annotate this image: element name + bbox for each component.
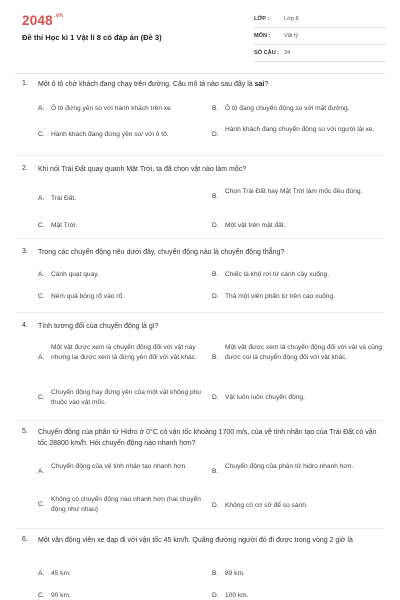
question-divider	[15, 238, 385, 239]
option-letter: C.	[38, 501, 45, 508]
option-text: Chuyển động của vệ tinh nhân tạo nhanh hơn.	[51, 463, 187, 470]
option-letter: A.	[38, 468, 45, 475]
question-number: 1.	[22, 80, 28, 87]
question-text-part: Một ô tô chở khách đang chạy trên đường. Câu mô tả nào sau đây là	[38, 81, 255, 88]
question-text-part: ?	[264, 81, 269, 88]
option-letter: C.	[38, 394, 45, 401]
question-number: 6.	[22, 536, 28, 543]
option-text: Mặt Trời.	[51, 222, 78, 229]
option-text: Một vật được xem là chuyển động đối với vật và cũng được coi là chuyển động đối với vật khác.	[225, 344, 383, 361]
option-letter: A.	[38, 271, 45, 278]
question-number: 4.	[22, 322, 28, 329]
option-text: Không có chuyển động nào nhanh hơn (hai chuyển động như nhau)	[51, 496, 201, 513]
option-letter: B.	[212, 354, 219, 361]
meta-value: Lớp 8	[284, 16, 299, 22]
option-letter: C.	[38, 222, 45, 229]
meta-label: MÔN :	[254, 33, 271, 39]
option-letter: C.	[38, 592, 45, 599]
header-divider	[15, 73, 385, 74]
option-letter: D.	[212, 394, 219, 401]
option-letter: D.	[212, 502, 219, 509]
option-text: Chiếc lá khô rơi từ cành cây xuống.	[225, 271, 330, 278]
option-letter: A.	[38, 354, 45, 361]
question-number: 5.	[22, 428, 28, 435]
question-number: 3.	[22, 248, 28, 255]
option-text: Chuyển động hay đứng yên của một vật không phụ thuộc vào vật mốc.	[51, 389, 201, 406]
option-text: Ô tô đứng yên so với hành khách trên xe	[51, 105, 171, 112]
question-number: 2.	[22, 165, 28, 172]
option-text: 89 km.	[225, 570, 245, 577]
option-text: Chọn Trái Đất hay Mặt Trời làm mốc đều đúng.	[225, 188, 363, 195]
exam-meta	[254, 14, 386, 65]
option-text: Chuyển động của phân tử hidro nhanh hơn.	[225, 463, 354, 470]
question-text-part: Tính tương đối của chuyển động là gì?	[38, 323, 159, 330]
meta-value: Vật lý	[284, 33, 298, 39]
question-text	[38, 322, 378, 333]
logo-text: 2048	[22, 13, 53, 28]
option-text: Ô tô đang chuyển động so với mặt đường.	[225, 105, 350, 112]
logo-tld: .vn	[53, 13, 64, 19]
option-text: Hành khách đang đứng yên so/ với ô tô.	[51, 131, 169, 138]
option-letter: C.	[38, 131, 45, 138]
meta-row-class	[254, 14, 386, 28]
exam-title: Đề thi Học kì 1 Vật lí 8 có đáp án (Đề 3)	[22, 33, 162, 42]
option-letter: D.	[212, 293, 219, 300]
site-logo[interactable]	[22, 13, 63, 28]
page-header	[0, 0, 400, 62]
question-text	[38, 536, 378, 547]
option-letter: D.	[212, 592, 219, 599]
option-text: Không có cơ sở để so sánh.	[225, 502, 308, 509]
option-text: Ném quả bóng rổ vào rổ.	[51, 293, 124, 300]
option-letter: B.	[212, 570, 219, 577]
option-text: Một vật trên mặt đất.	[225, 222, 286, 229]
question-text-part: Một vận động viên xe đạp đi với vận tốc 45 km/h. Quãng đường người đó đi được trong vòng 2 giờ là	[38, 537, 353, 544]
question-divider	[15, 420, 385, 421]
meta-row-count	[254, 48, 386, 62]
question-divider	[15, 312, 385, 313]
meta-label: SỐ CÂU :	[254, 50, 280, 56]
meta-label: LỚP :	[254, 16, 270, 22]
question-text	[38, 80, 378, 91]
option-text: Hành khách đang chuyển động so với người lái xe.	[225, 126, 375, 133]
option-letter: B.	[212, 193, 219, 200]
question-text	[38, 165, 378, 176]
option-text: Một vật được xem là chuyển động đối với vật này nhưng lại được xem là đứng yên đối với vật khác.	[51, 344, 197, 361]
option-text: Cánh quạt quay.	[51, 271, 99, 278]
option-letter: A.	[38, 570, 45, 577]
option-letter: B.	[212, 468, 219, 475]
question-text-part: Trong các chuyển động nêu dưới đây, chuyển động nào là chuyển động thẳng?	[38, 249, 285, 256]
option-text: 45 km.	[51, 570, 71, 577]
option-letter: D.	[212, 131, 219, 138]
question-text-part: Chuyển động của phân tử Hidro ở 0°C có vận tốc khoảng 1700 m/s, của vệ tinh nhân tạo của Trái Đất có vận tốc 28800 km/h. Hỏi chuyển động nào nhanh hơn?	[38, 429, 377, 447]
option-text: 90 km.	[51, 592, 71, 599]
meta-value: 34	[284, 50, 291, 56]
option-letter: C.	[38, 293, 45, 300]
question-text	[38, 248, 378, 259]
option-text: Trái Đất.	[51, 195, 77, 202]
question-text-part: Khi nói Trái Đất quay quanh Mặt Trời, ta đã chọn vật nào làm mốc?	[38, 166, 247, 173]
option-letter: D.	[212, 222, 219, 229]
question-text	[38, 428, 378, 449]
question-divider	[15, 155, 385, 156]
option-text: Vật luôn luôn chuyển động.	[225, 394, 305, 401]
option-text: Thả một viên phấn từ trên cao xuống.	[225, 293, 335, 300]
meta-row-subject	[254, 31, 386, 45]
option-letter: B.	[212, 271, 219, 278]
option-letter: B.	[212, 105, 219, 112]
question-text-bold: sai	[254, 81, 265, 88]
option-letter: A.	[38, 195, 45, 202]
question-divider	[15, 528, 385, 529]
option-text: 100 km.	[225, 592, 249, 599]
option-letter: A.	[38, 105, 45, 112]
